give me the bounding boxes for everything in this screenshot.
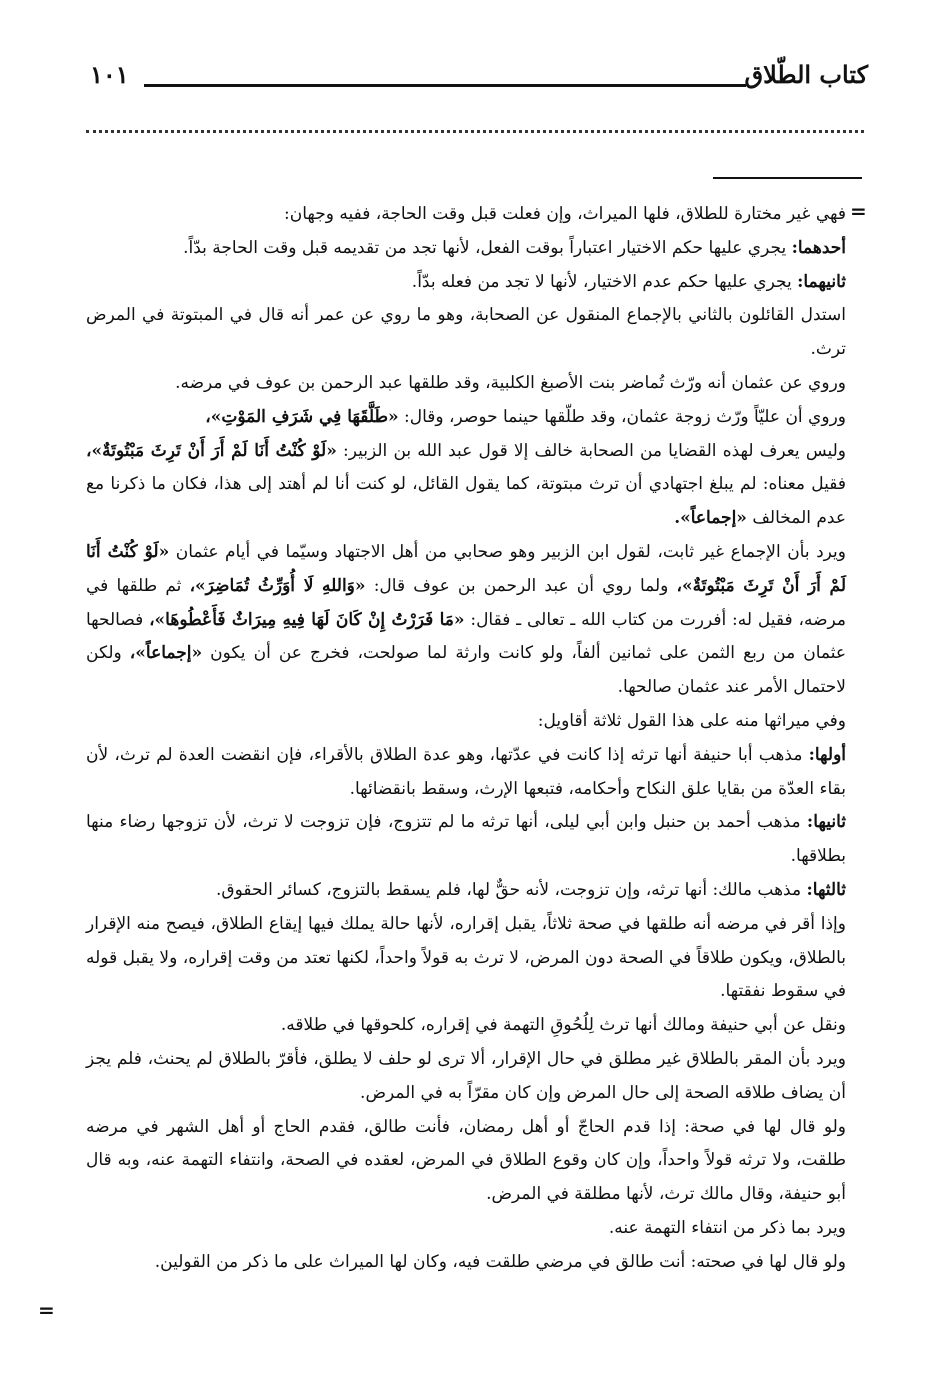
- paragraph-text: ثم طلقها في مرضه، فقيل له: أفررت من كتاب الله ـ تعالى ـ فقال:: [86, 575, 846, 630]
- header-rule: [144, 84, 746, 87]
- term-label: ثانيها:: [806, 812, 846, 833]
- paragraph-14: [86, 1009, 846, 1043]
- dotted-separator: [86, 130, 864, 153]
- paragraph-text: ولو قال لها في صحة: إذا قدم الحاجّ أو أهل رمضان، فأنت طالق، فقدم الحاج أو أهل الشهر في مرضه طلقت، ولا ترثه قولاً واحداً، وإن كان وقوع الطلاق في المرض، لعقده في الصحة، وانتفاء التهمة عنه، وبه قال أبو حنيفة، وقال مالك ترث، لأنها مطلقة في المرض.: [86, 1116, 846, 1205]
- continuation-mark-bottom: =: [38, 1298, 55, 1322]
- paragraph-8: [86, 536, 846, 705]
- quotation: «طَلَّقَهَا فِي شَرَفِ المَوْتِ»،: [205, 406, 399, 427]
- quotation: «وَاللهِ لَا أُوَرِّثُ تُمَاضِرَ»،: [189, 575, 366, 596]
- quotation: «لَوْ كُنْتُ أَنَا لَمْ أَرَ أَنْ تَرِثَ مَبْتُوتَةٌ»،: [86, 440, 337, 461]
- continuation-rule: [713, 177, 862, 179]
- paragraph-text: ويرد بما ذكر من انتفاء التهمة عنه.: [608, 1217, 846, 1238]
- paragraph-11: [86, 806, 846, 874]
- paragraph-text: مذهب أبا حنيفة أنها ترثه إذا كانت في عدّتها، وهو عدة الطلاق بالأقراء، فإن انقضت العدة لم ترث، لأن بقاء العدّة من بقايا علق النكاح وأحكامه، فتبعها الإرث، وسقط بانقضائها.: [86, 744, 846, 799]
- paragraph-text: يجري عليها حكم عدم الاختيار، لأنها لا تجد من فعله بدّاً.: [411, 271, 792, 292]
- paragraph-3: [86, 266, 846, 300]
- paragraph-text: ولكن لاحتمال الأمر عند عثمان صالحها.: [86, 643, 846, 698]
- paragraph-text: فهي غير مختارة للطلاق، فلها الميراث، وإن فعلت قبل وقت الحاجة، ففيه وجهان:: [284, 204, 846, 224]
- paragraph-17: [86, 1212, 846, 1246]
- paragraph-text: ولو قال لها في صحته: أنت طالق في مرضي طلقت فيه، وكان لها الميراث على ما ذكر من القولين.: [154, 1251, 846, 1272]
- paragraph-5: [86, 367, 846, 401]
- paragraph-12: [86, 874, 846, 908]
- paragraph-text: ونقل عن أبي حنيفة ومالك أنها ترث لِلُحُوقِ التهمة في إقراره، كلحوقها في طلاقه.: [280, 1015, 846, 1036]
- paragraph-text: مذهب مالك: أنها ترثه، وإن تزوجت، لأنه حقٌّ لها، فلم يسقط بالتزوج، كسائر الحقوق.: [215, 879, 802, 900]
- paragraph-text: وفي ميراثها منه على هذا القول ثلاثة أقاويل:: [537, 710, 846, 731]
- paragraph-16: [86, 1111, 846, 1212]
- paragraph-7: [86, 435, 846, 536]
- paragraph-15: [86, 1043, 846, 1111]
- paragraph-2: [86, 232, 846, 266]
- term-label: ثانيهما:: [797, 271, 846, 292]
- paragraph-text: مذهب أحمد بن حنبل وابن أبي ليلى، أنها ترثه ما لم تتزوج، فإن تزوجت لا ترث، لأن تزوجها رضاء منها بطلاقها.: [86, 812, 846, 867]
- quotation: «مَا فَرَرْتُ إِنْ كَانَ لَهَا فِيهِ مِيرَاثٌ فَأَعْطُوهَا»،: [149, 609, 465, 630]
- paragraph-text: استدل القائلون بالثاني بالإجماع المنقول عن الصحابة، وهو ما روي عن عمر أنه قال في المبتوتة في المرض ترث.: [86, 305, 846, 360]
- paragraph-text: ويرد بأن المقر بالطلاق غير مطلق في حال الإقرار، ألا ترى لو حلف لا يطلق، فأقرّ بالطلاق لم يحنث، فلم يجز أن يضاف طلاقه الصحة إلى حال المرض وإن كان مقرّاً به في المرض.: [86, 1048, 846, 1103]
- paragraph-text: ولما روي أن عبد الرحمن بن عوف قال:: [373, 575, 669, 596]
- page-header: [82, 58, 868, 98]
- paragraph-text: وليس يعرف لهذه القضايا من الصحابة خالف إلا قول عبد الله بن الزبير:: [343, 440, 847, 461]
- paragraph-text: ويرد بأن الإجماع غير ثابت، لقول ابن الزبير وهو صحابي من أهل الاجتهاد وسيّما في أيام عثمان: [175, 541, 846, 562]
- paragraph-10: [86, 739, 846, 807]
- term-label: ثالثها:: [806, 879, 846, 900]
- book-title: كتاب الطّلاق: [744, 60, 868, 89]
- quotation: «لَوْ كُنْتُ أَنَا لَمْ أَرَ أَنْ تَرِثَ مَبْتُوتَةٌ»،: [86, 541, 847, 596]
- paragraph-18: [86, 1246, 846, 1280]
- term-label: أولها:: [808, 744, 846, 765]
- page-body: [86, 198, 846, 1280]
- page-number: ١٠١: [90, 60, 129, 89]
- continuation-mark-top: =: [850, 199, 867, 223]
- paragraph-text: وإذا أقر في مرضه أنه طلقها في صحة ثلاثاً، يقبل إقراره، لأنها حالة يملك فيها إيقاع الطلاق، فيصح منه الإقرار بالطلاق، ويكون طلاقاً في الصحة دون المرض، لا ترث به قولاً واحداً، لكنها تعتد من وقت إقراره، ولا يقبل قوله في سقوط نفقتها.: [86, 913, 847, 1002]
- paragraph-9: [86, 705, 846, 739]
- paragraph-text: فقيل معناه: لم يبلغ اجتهادي أن ترث مبتوتة، كما يقول القائل، لو كنت أنا لم أهتد إلى هذا، فكان ما ذكرنا مع عدم المخالف: [86, 474, 846, 529]
- paragraph-text: وروي أن عليّاً ورّث زوجة عثمان، وقد طلّقها حينما حوصر، وقال:: [404, 406, 846, 427]
- paragraph-4: [86, 299, 846, 367]
- quotation: «إجماعاً».: [674, 508, 747, 529]
- paragraph-text: فصالحها عثمان من ربع الثمن على ثمانين ألفاً، ولو كانت وارثة لما صولحت، فخرج عن أن يكون: [86, 609, 846, 664]
- term-label: أحدهما:: [791, 237, 846, 258]
- paragraph-1: [86, 198, 846, 232]
- quotation: «إجماعاً»،: [129, 643, 203, 664]
- paragraph-text: يجري عليها حكم الاختيار اعتباراً بوقت الفعل، لأنها تجد من تقديمه قبل وقت الحاجة بدّاً.: [183, 237, 787, 258]
- paragraph-6: [86, 401, 846, 435]
- paragraph-text: وروي عن عثمان أنه ورّث تُماضر بنت الأصبغ الكلبية، وقد طلقها عبد الرحمن بن عوف في مرضه.: [175, 372, 846, 393]
- paragraph-13: [86, 908, 846, 1009]
